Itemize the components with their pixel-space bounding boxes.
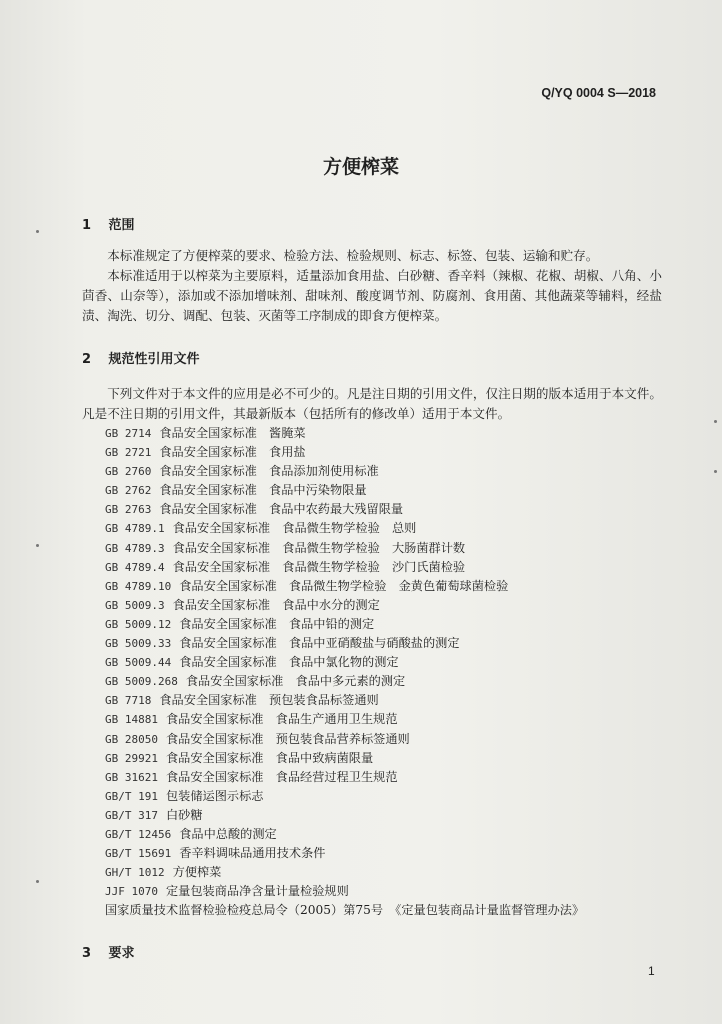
reference-code: JJF 1070 <box>105 885 158 899</box>
section-2-title: 规范性引用文件 <box>108 352 200 367</box>
reference-item <box>105 730 584 749</box>
document-number: Q/YQ 0004 S—2018 <box>541 86 656 100</box>
reference-item <box>105 519 584 538</box>
reference-code: GB 5009.3 <box>105 598 165 612</box>
reference-item <box>105 749 584 768</box>
section-3-title: 要求 <box>108 946 135 961</box>
reference-item <box>105 500 584 519</box>
page-number: 1 <box>648 964 655 978</box>
reference-code: GB 5009.268 <box>105 675 178 689</box>
reference-title: 食品安全国家标准 食品中污染物限量 <box>159 483 367 498</box>
reference-title: 食品安全国家标准 食品微生物学检验 总则 <box>172 521 417 536</box>
reference-code: GB/T 317 <box>105 808 158 822</box>
reference-title: 食品安全国家标准 食用盐 <box>159 445 306 460</box>
reference-title: 食品安全国家标准 食品中水分的测定 <box>172 597 380 612</box>
reference-code: GB 2714 <box>105 427 152 440</box>
reference-title: 食品安全国家标准 食品添加剂使用标准 <box>159 464 379 479</box>
section-1-title: 范围 <box>108 218 135 233</box>
reference-title: 食品安全国家标准 食品微生物学检验 大肠菌群计数 <box>172 540 466 555</box>
reference-item <box>105 577 584 596</box>
reference-code: GB 2762 <box>105 484 152 498</box>
reference-item <box>105 481 584 500</box>
section-1-body <box>82 246 662 326</box>
scan-speck <box>36 880 39 883</box>
section-3-number: 3 <box>82 946 92 961</box>
reference-code: GH/T 1012 <box>105 866 165 880</box>
reference-list <box>105 424 584 920</box>
reference-title: 食品安全国家标准 食品中致病菌限量 <box>165 750 374 765</box>
scan-speck <box>36 230 39 233</box>
section-2-heading <box>82 348 200 367</box>
scan-speck <box>714 420 717 423</box>
reference-item <box>105 596 584 615</box>
reference-code: GB 5009.12 <box>105 617 172 631</box>
reference-title: 国家质量技术监督检验检疫总局令（2005）第75号 《定量包装商品计量监督管理办法》 <box>105 903 585 918</box>
document-title: 方便榨菜 <box>322 156 399 178</box>
reference-code: GB 2721 <box>105 446 152 460</box>
reference-code: GB 4789.10 <box>105 579 172 593</box>
reference-item <box>105 653 584 672</box>
reference-title: 白砂糖 <box>165 807 203 822</box>
scan-speck <box>714 470 717 473</box>
reference-code: GB 14881 <box>105 713 158 727</box>
reference-item <box>105 691 584 710</box>
reference-title: 食品安全国家标准 食品中农药最大残留限量 <box>159 502 404 517</box>
reference-item <box>105 558 584 577</box>
reference-code: GB 29921 <box>105 751 158 765</box>
section-1-number: 1 <box>82 218 92 233</box>
reference-item <box>105 615 584 634</box>
reference-item <box>105 710 584 729</box>
reference-item <box>105 424 584 443</box>
reference-item <box>105 901 584 920</box>
section-1-heading <box>82 214 135 233</box>
reference-code: GB 2763 <box>105 503 152 517</box>
reference-title: 食品安全国家标准 食品中铅的测定 <box>179 616 375 631</box>
reference-code: GB 4789.3 <box>105 541 165 555</box>
reference-code: GB/T 191 <box>105 789 158 803</box>
section-2-intro <box>82 384 662 424</box>
reference-item <box>105 825 584 844</box>
reference-title: 食品安全国家标准 食品中亚硝酸盐与硝酸盐的测定 <box>179 636 460 651</box>
reference-code: GB 2760 <box>105 465 152 479</box>
scan-speck <box>36 544 39 547</box>
reference-item <box>105 539 584 558</box>
reference-code: GB 5009.33 <box>105 637 172 651</box>
reference-item <box>105 672 584 691</box>
section-3-heading <box>82 942 135 961</box>
reference-item <box>105 634 584 653</box>
reference-code: GB 31621 <box>105 770 158 784</box>
reference-title: 食品中总酸的测定 <box>179 826 277 841</box>
reference-item <box>105 863 584 882</box>
reference-title: 食品安全国家标准 食品生产通用卫生规范 <box>165 712 398 727</box>
section-1-paragraph-1: 本标准规定了方便榨菜的要求、检验方法、检验规则、标志、标签、包装、运输和贮存。 <box>107 248 599 263</box>
reference-title: 食品安全国家标准 预包装食品标签通则 <box>159 693 379 708</box>
reference-item <box>105 806 584 825</box>
reference-item <box>105 844 584 863</box>
section-2-number: 2 <box>82 352 92 367</box>
reference-title: 包装储运图示标志 <box>165 788 264 803</box>
reference-title: 食品安全国家标准 食品经营过程卫生规范 <box>165 769 398 784</box>
reference-title: 食品安全国家标准 预包装食品营养标签通则 <box>165 731 410 746</box>
reference-item <box>105 768 584 787</box>
reference-code: GB/T 12456 <box>105 827 172 841</box>
reference-code: GB/T 15691 <box>105 847 172 861</box>
reference-code: GB 28050 <box>105 732 158 746</box>
reference-code: GB 4789.4 <box>105 560 165 574</box>
reference-title: 食品安全国家标准 食品中多元素的测定 <box>185 674 406 689</box>
section-2-intro-text: 下列文件对于本文件的应用是必不可少的。凡是注日期的引用文件，仅注日期的版本适用于本文件。凡是不注日期的引用文件，其最新版本（包括所有的修改单）适用于本文件。 <box>82 386 662 421</box>
reference-title: 食品安全国家标准 食品中氯化物的测定 <box>179 655 399 670</box>
reference-title: 方便榨菜 <box>172 865 222 880</box>
section-1-paragraph-2: 本标准适用于以榨菜为主要原料，适量添加食用盐、白砂糖、香辛料（辣椒、花椒、胡椒、八角、小茴香、山奈等），添加或不添加增味剂、甜味剂、酸度调节剂、防腐剂、食用菌、其他蔬菜等辅料，经盐渍、淘洗、切分、调配、包装、灭菌等工序制成的即食方便榨菜。 <box>82 268 662 323</box>
reference-title: 食品安全国家标准 酱腌菜 <box>159 426 306 440</box>
reference-item <box>105 462 584 481</box>
reference-code: GB 7718 <box>105 694 152 708</box>
reference-title: 香辛料调味品通用技术条件 <box>179 846 326 861</box>
reference-item <box>105 882 584 901</box>
reference-item <box>105 443 584 462</box>
reference-title: 食品安全国家标准 食品微生物学检验 沙门氏菌检验 <box>172 559 466 574</box>
reference-title: 食品安全国家标准 食品微生物学检验 金黄色葡萄球菌检验 <box>179 578 509 593</box>
reference-code: GB 4789.1 <box>105 522 165 536</box>
reference-title: 定量包装商品净含量计量检验规则 <box>165 884 349 899</box>
reference-code: GB 5009.44 <box>105 656 172 670</box>
reference-item <box>105 787 584 806</box>
